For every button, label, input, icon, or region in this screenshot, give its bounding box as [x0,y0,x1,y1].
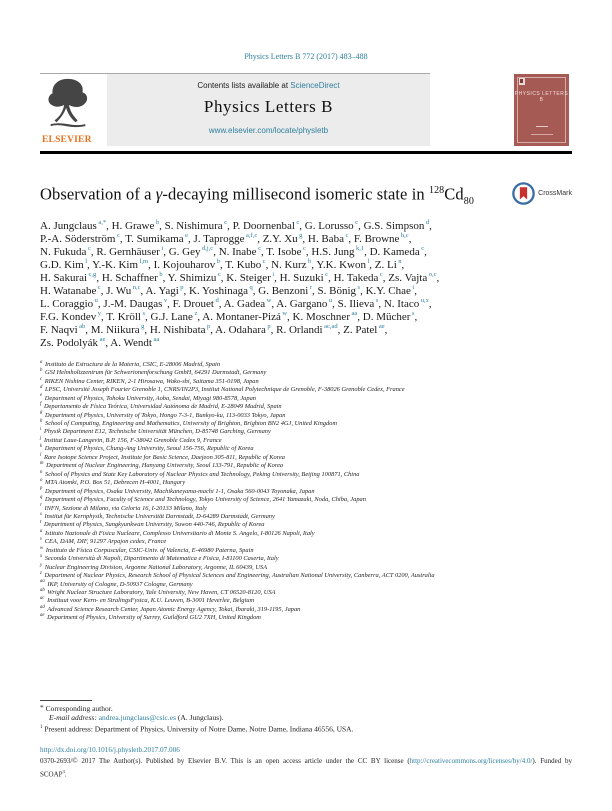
author-affiliation-ref: g [299,232,303,240]
author-line: P.-A. Söderström $^c$, T. Sumikama $^e$, J. Taprogge $^{a,f,c}$, Z.Y. Xu $^g$, H. Baba $^c$, F. Browne $^{h,c}$, [40,232,412,245]
affiliation-text: Physik Department E12, Technische Universität München, D-85748 Garching, Germany [42,428,271,436]
author-affiliation-ref: c [262,258,266,266]
author-name: P.-A. Söderström [40,232,116,245]
author-name: A. Gargano [276,297,328,310]
affiliation [40,369,572,377]
author-affiliation-ref: c [258,245,261,253]
crossmark-badge[interactable] [512,182,572,205]
author-name: Y. Shimizu [167,271,217,284]
author-affiliation-ref: i [161,245,164,253]
author-affiliation-ref: c [97,284,101,292]
affiliation [40,597,572,605]
author-affiliation-ref: c [325,271,329,279]
author-name: K. Yoshinaga [189,284,248,297]
author-name: K. Moschner [292,310,350,323]
author-affiliation-ref: u [94,297,98,305]
author-name: H. Watanabe [40,284,97,297]
affiliation [40,488,572,496]
elsevier-tree-icon [43,77,93,129]
author-line: Zs. Podolyák $^{ae}$, A. Wendt $^{aa}$ [40,336,160,349]
author-name: T. Isobe [266,245,302,258]
author-affiliation-ref: u,x [420,297,429,305]
affiliation-label: p [40,486,43,492]
affiliation-label: o [40,478,43,484]
author-affiliation-ref: n [398,258,402,266]
affiliation-text: Department of Physics, Tohoku University, Aoba, Sendai, Miyagi 980-8578, Japan [43,394,256,402]
affiliation-text: Department of Physics, Sungkyunkwan University, Suwon 440-746, Republic of Korea [42,521,265,529]
affiliation-text: Instituut voor Kern- en StralingsFysica, K.U. Leuven, B-3001 Heverlee, Belgium [45,597,255,605]
author-name: H. Suzuki [279,271,324,284]
affiliation-text: Advanced Science Research Center, Japan Atomic Energy Agency, Tokai, Ibaraki, 319-1195, Japan [45,605,301,613]
author-line: F.G. Kondev $^y$, T. Kröll $^s$, G.J. Lane $^z$, A. Montaner-Pizá $^w$, K. Moschner $^{aa}$, D. Mücher $^s$, [40,310,418,323]
affiliation-label: z [40,571,42,576]
author-affiliation-ref: c [345,232,349,240]
author-name: A. Odahara [215,323,266,336]
affiliation [40,564,572,572]
affiliation-label: t [40,520,42,526]
author-affiliation-ref: aa [153,336,160,344]
affiliation-label: k [40,444,43,450]
affiliation [40,614,572,622]
affiliation-text: Department of Nuclear Physics, Research School of Physical Sciences and Engineering, Australian National University, Canberra, ACT 0200, Australia [42,572,435,580]
sciencedirect-link[interactable]: ScienceDirect [290,81,340,90]
crossmark-label: CrossMark [538,190,572,197]
author-name: F. Naqvi [40,323,78,336]
author-line: F. Naqvi $^{ab}$, M. Niikura $^g$, H. Nishibata $^p$, A. Odahara $^p$, R. Orlandi $^{ac,ad}$, Z. Patel $^{ae}$, [40,323,388,336]
author-line: A. Jungclaus $^{a,*}$, H. Grawe $^b$, S. Nishimura $^c$, P. Doornenbal $^c$, G. Lorusso $^c$, G.S. Simpson $^d$, [40,219,432,232]
author-affiliation-ref: b [155,219,160,227]
affiliation-label: e [40,393,43,399]
author-affiliation-ref: c,g [88,271,97,279]
affiliation-text: Departamento de Física Teórica, Universidad Autónoma de Madrid, E-28049 Madrid, Spain [42,403,282,411]
author-affiliation-ref: c [217,271,221,279]
affiliation [40,538,572,546]
affiliation-label: y [40,562,43,568]
author-name: Zs. Vajta [388,271,428,284]
present-address-note: $^1$ Present address: Department of Physics, University of Notre Dame, Notre Dame, Indiana 46556, USA. [40,724,354,734]
affiliation-label: i [40,427,42,433]
asterisk-marker: * [40,702,44,712]
footnote-divider [40,700,92,701]
affiliation-text: School of Computing, Engineering and Mathematics, University of Brighton, Brighton BN2 4GJ, United Kingdom [43,419,337,427]
author-name: S. Nishimura [164,219,223,232]
copyright-line: 0370-2693/© 2017 The Author(s). Published by Elsevier B.V. This is an open access article under the CC BY license (http://creativecommons.org/licenses/by/4.0/). Funded by [40,757,572,766]
author-name: K. Steiger [226,271,271,284]
author-affiliation-ref: w [266,297,272,305]
affiliation [40,505,572,513]
author-name: R. Gernhäuser [96,245,160,258]
affiliation-label: c [40,376,43,382]
affiliation-label: ac [40,596,45,602]
affiliation-label: u [40,528,43,534]
author-affiliation-ref: l,m [139,258,149,266]
neutron-number: 80 [463,195,474,207]
author-name: Z. Li [374,258,397,271]
journal-url-link[interactable]: www.elsevier.com/locate/physletb [208,126,329,135]
author-affiliation-ref: c [296,219,300,227]
footnote-1-marker: 1 [40,725,43,731]
author-name: G.J. Lane [150,310,193,323]
author-name: H. Schaffner [101,271,158,284]
cc-license-link[interactable]: http://creativecommons.org/licenses/by/4.0/ [409,757,533,766]
affiliation-text: CEA, DAM, DIF, 91297 Arpajon cedex, France [43,538,167,546]
elsevier-logo[interactable] [40,74,107,146]
affiliation-label: ae [40,613,45,619]
affiliation-text: Department of Physics, Osaka University, Machikaneyama-machi 1-1, Osaka 560-0043 Toyonaka, Japan [43,487,315,495]
author-affiliation-ref: i [272,271,275,279]
author-name: F. Browne [353,232,400,245]
affiliation-text: Instituto de Estructura de la Materia, CSIC, E-28006 Madrid, Spain [43,360,221,368]
author-affiliation-ref: ac,ad [324,323,338,331]
author-list [40,220,572,350]
affiliation-text: Instituto de Física Corpuscular, CSIC-Univ. of Valencia, E-46980 Paterna, Spain [44,546,254,554]
author-name: G. Benzoni [258,284,309,297]
author-name: N. Fukuda [40,245,87,258]
author-name: H. Takeda [333,271,379,284]
author-name: G. Gey [168,245,201,258]
author-affiliation-ref: s [357,284,361,292]
affiliation-text: Rare Isotope Science Project, Institute for Basic Science, Daejeon 305-811, Republic of Korea [42,453,285,461]
email-note: E-mail address: andrea.jungclaus@csic.es (A. Jungclaus). [49,713,224,723]
author-name: J.-M. Daugas [103,297,163,310]
affiliation-label: a [40,359,43,365]
author-line: L. Coraggio $^u$, J.-M. Daugas $^v$, F. Drouet $^d$, A. Gadea $^w$, A. Gargano $^u$, S. Ilieva $^s$, N. Itaco $^{u,x}$, [40,297,432,310]
author-name: H.S. Jung [311,245,355,258]
author-name: H. Sakurai [40,271,88,284]
author-affiliation-ref: s [142,310,145,318]
author-affiliation-ref: w [282,310,288,318]
contents-available-line [107,81,430,90]
author-affiliation-ref: b [216,258,221,266]
author-affiliation-ref: n,c [132,284,141,292]
author-name: N. Itaco [383,297,420,310]
affiliation-label: j [40,435,42,441]
author-name: F. Drouet [172,297,214,310]
affiliation-label: d [40,385,43,391]
affiliation-text: Department of Physics, Faculty of Science and Technology, Tokyo University of Science, 2641 Yamazaki, Noda, Chiba, Japan [43,496,366,504]
author-affiliation-ref: c [421,245,425,253]
gamma-symbol: γ [155,184,163,204]
footnotes [40,704,572,734]
affiliation [40,445,572,453]
affiliation-label: q [40,494,43,500]
author-name: M. Niikura [90,323,140,336]
author-affiliation-ref: c [224,219,228,227]
affiliation-text: IKP, University of Cologne, D-50937 Cologne, Germany [45,580,193,588]
author-affiliation-ref: d,j,c [201,245,214,253]
author-affiliation-ref: aa [351,310,358,318]
elsevier-wordmark: ELSEVIER [42,135,92,145]
affiliation-text: INFN, Sezione di Milano, via Celoria 16, I-20133 Milano, Italy [42,504,207,512]
author-name: S. Bönig [317,284,357,297]
cover-decoration [536,126,548,127]
affiliation-list [40,361,572,623]
author-name: Zs. Podolyák [40,336,99,349]
author-affiliation-ref: c [116,232,120,240]
nuclide-symbol: Cd [444,184,464,204]
author-affiliation-ref: q [249,284,253,292]
affiliation [40,496,572,504]
affiliation-label: ad [40,604,45,610]
author-name: T. Kubo [225,258,262,271]
journal-banner [107,74,430,146]
author-affiliation-ref: l [85,258,88,266]
author-affiliation-ref: v [163,297,168,305]
author-name: N. Kurz [271,258,307,271]
author-line: H. Watanabe $^c$, J. Wu $^{n,c}$, A. Yagi $^p$, K. Yoshinaga $^q$, G. Benzoni $^r$, S. Bönig $^s$, K.Y. Chae $^t$, [40,284,417,297]
author-name: A. Montaner-Pizá [202,310,281,323]
affiliation-label: s [40,511,42,517]
author-name: Z.Y. Xu [262,232,298,245]
author-name: D. Mücher [362,310,411,323]
author-affiliation-ref: t [412,284,415,292]
contents-available-text: Contents lists available at [197,81,291,90]
crossmark-icon [512,182,535,205]
journal-title: Physics Letters B [203,97,334,116]
author-name: Y.-K. Kim [92,258,139,271]
author-affiliation-ref: g [141,323,145,331]
affiliation-label: w [40,545,44,551]
article-title: Observation of a γ-decaying millisecond isomeric state in $^{128}Cd_{80}$ [40,184,474,207]
corresponding-author-note: * Corresponding author. [40,702,113,713]
author-name: Y.K. Kwon [316,258,366,271]
author-name: G. Lorusso [304,219,354,232]
author-affiliation-ref: b [308,258,312,266]
author-name: A. Yagi [145,284,179,297]
affiliation [40,361,572,369]
author-name: F.G. Kondev [40,310,97,323]
affiliation-text: Wright Nuclear Structure Laboratory, Yale University, New Haven, CT 06520-8120, USA [45,589,276,597]
scoap-line: SCOAP$^3$. [40,769,67,779]
affiliation-text: Seconda Università di Napoli, Dipartimento di Matematica e Fisica, I-81100 Caserta, Italy [43,555,279,563]
affiliation-label: aa [40,579,45,585]
author-affiliation-ref: c [355,219,359,227]
author-affiliation-ref: p [180,284,184,292]
cover-title: PHYSICS LETTERS B [514,91,569,103]
author-name: T. Sumikama [125,232,184,245]
author-affiliation-ref: u [328,297,333,305]
affiliation-label: n [40,469,43,475]
affiliation-label: ab [40,587,45,593]
affiliation-text: Department of Physics, Chung-Ang University, Seoul 156-756, Republic of Korea [43,445,254,453]
author-name: K.Y. Chae [365,284,411,297]
author-name: D. Kameda [369,245,420,258]
affiliation-text: LPSC, Université Joseph Fourier Grenoble 1, CNRS/IN2P3, Institut National Polytechnique de Grenoble, F-38026 Grenoble Cedex, France [43,386,405,394]
author-affiliation-ref: p [207,323,211,331]
author-affiliation-ref: s [411,310,415,318]
author-affiliation-ref: p [267,323,271,331]
author-affiliation-ref: ae [99,336,106,344]
cover-decoration [531,134,553,135]
doi-link[interactable]: http://dx.doi.org/10.1016/j.physletb.2017.07.006 [40,746,180,755]
journal-cover-thumbnail[interactable] [514,74,569,146]
affiliation [40,395,572,403]
affiliation-text: Institut Laue-Langevin, B.P. 156, F-38042 Grenoble Cedex 9, France [42,436,222,444]
affiliation [40,428,572,436]
affiliation [40,412,572,420]
affiliation-label: m [40,461,44,467]
author-affiliation-ref: c [303,245,306,253]
author-affiliation-ref: c [379,271,383,279]
author-name: T. Kröll [106,310,141,323]
author-name: J. Wu [106,284,132,297]
affiliation-text: Institut für Kernphysik, Technische Universität Darmstadt, D-64289 Darmstadt, Germany [42,512,275,520]
author-affiliation-ref: b [159,271,163,279]
affiliation-label: r [40,503,42,509]
author-name: H. Baba [307,232,344,245]
author-name: A. Gadea [223,297,266,310]
author-affiliation-ref: z [194,310,198,318]
affiliation-text: Nuclear Engineering Division, Argonne National Laboratory, Argonne, IL 60439, USA [43,563,268,571]
cover-publisher-mark [519,78,525,85]
author-name: R. Orlandi [276,323,323,336]
affiliation-text: Department of Physics, University of Surrey, Guildford GU2 7XH, United Kingdom [45,614,261,622]
affiliation-text: Department of Nuclear Engineering, Hanyang University, Seoul 133-791, Republic of Korea [44,462,284,470]
author-name: I. Kojouharov [153,258,216,271]
affiliation-label: l [40,452,42,458]
affiliation [40,572,572,580]
affiliation [40,462,572,470]
author-line: G.D. Kim $^l$, Y.-K. Kim $^{l,m}$, I. Kojouharov $^b$, T. Kubo $^c$, N. Kurz $^b$, Y.K. Kwon $^l$, Z. Li $^n$, [40,258,405,271]
affiliation [40,479,572,487]
header-bottom-divider [40,151,572,154]
author-affiliation-ref: a,* [98,219,107,227]
affiliation-label: v [40,537,43,543]
author-affiliation-ref: d [215,297,219,305]
affiliation-text: MTA Atomki, P.O. Box 51, Debrecen H-4001, Hungary [43,479,186,487]
journal-header [40,73,572,154]
author-affiliation-ref: ab [79,323,86,331]
scoap-superscript: 3 [62,769,65,775]
affiliation [40,555,572,563]
affiliation-text: GSI Helmholtzzentrum für Schwerionenforschung GmbH, 64291 Darmstadt, Germany [43,369,267,377]
affiliation-label: f [40,401,42,407]
author-name: A. Jungclaus [40,219,97,232]
affiliation [40,378,572,386]
author-affiliation-ref: l [367,258,370,266]
author-affiliation-ref: c [87,245,91,253]
author-affiliation-ref: o,c [428,271,437,279]
author-name: H. Grawe [111,219,155,232]
affiliation-label: h [40,418,43,424]
author-name: L. Coraggio [40,297,94,310]
author-affiliation-ref: s [375,297,379,305]
author-name: G.S. Simpson [363,219,425,232]
author-name: S. Ilieva [337,297,375,310]
affiliation-text: School of Physics and State Key Laboratory of Nuclear Physics and Technology, Peking University, Beijing 100871, China [43,470,360,478]
author-affiliation-ref: d [425,219,430,227]
affiliation-label: x [40,554,43,560]
email-link[interactable]: andrea.jungclaus@csic.es [98,713,177,723]
affiliation [40,547,572,555]
author-name: J. Taprogge [193,232,245,245]
affiliation [40,581,572,589]
affiliation-text: Department of Physics, University of Tokyo, Hongo 7-3-1, Bunkyo-ku, 113-0033 Tokyo, Japan [43,411,286,419]
author-name: A. Wendt [110,336,152,349]
author-affiliation-ref: h,c [400,232,409,240]
affiliation [40,403,572,411]
affiliation-text: RIKEN Nishina Center, RIKEN, 2-1 Hirosawa, Wako-shi, Saitama 351-0198, Japan [43,377,259,385]
author-affiliation-ref: a,f,c [246,232,258,240]
author-name: Z. Patel [343,323,378,336]
affiliation [40,454,572,462]
affiliation-label: g [40,410,43,416]
author-name: H. Nishibata [149,323,206,336]
author-name: G.D. Kim [40,258,84,271]
affiliation [40,521,572,529]
affiliation-text: Istituto Nazionale di Fisica Nucleare, Complesso Universitario di Monte S. Angelo, I-80126 Napoli, Italy [43,529,315,537]
affiliation [40,386,572,394]
author-name: P. Doornenbal [232,219,295,232]
author-affiliation-ref: e [185,232,189,240]
affiliation [40,471,572,479]
author-line: H. Sakurai $^{c,g}$, H. Schaffner $^b$, Y. Shimizu $^c$, K. Steiger $^i$, H. Suzuki $^c$, H. Takeda $^c$, Zs. Vajta $^{o,c}$, [40,271,440,284]
author-name: N. Inabe [218,245,257,258]
mass-number: 128 [428,185,445,196]
affiliation-label: b [40,368,43,374]
author-affiliation-ref: k,1 [355,245,365,253]
author-affiliation-ref: r [309,284,313,292]
journal-citation-link[interactable]: Physics Letters B 772 (2017) 483–488 [244,52,368,61]
author-line: N. Fukuda $^c$, R. Gernhäuser $^i$, G. Gey $^{d,j,c}$, N. Inabe $^c$, T. Isobe $^c$, H.S. Jung $^{k,1}$, D. Kameda $^c$, [40,245,427,258]
author-affiliation-ref: ae [378,323,385,331]
author-affiliation-ref: y [97,310,102,318]
